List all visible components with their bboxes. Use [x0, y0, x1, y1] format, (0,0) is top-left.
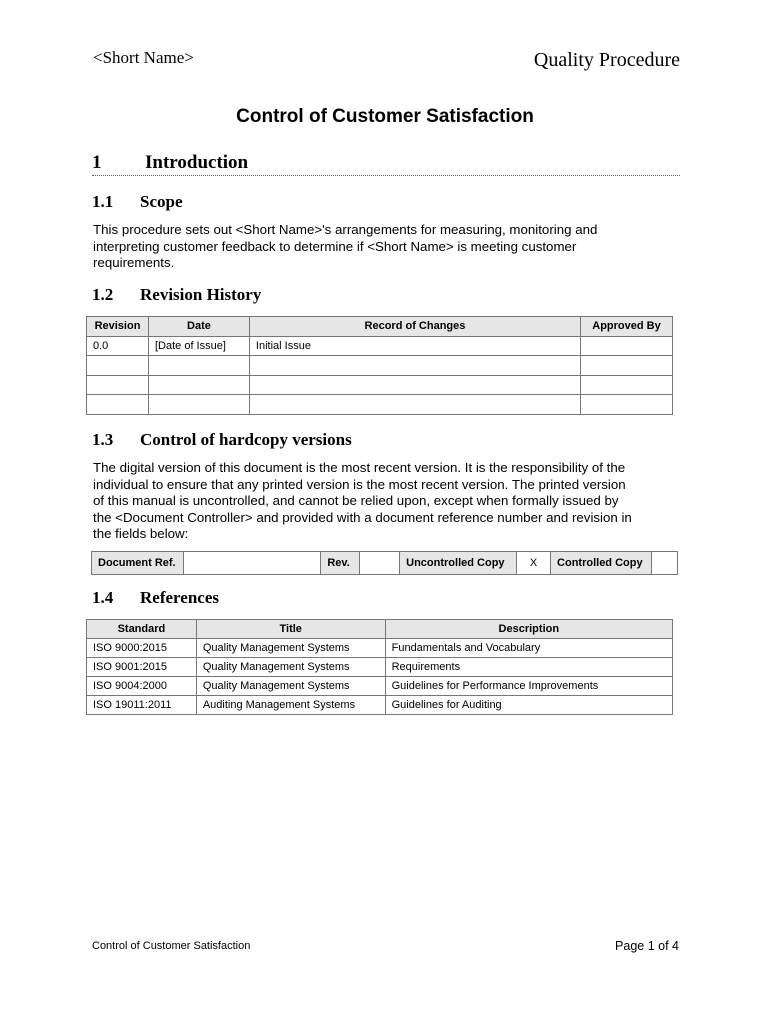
cell: Initial Issue: [249, 336, 580, 356]
col-header-record-of-changes: Record of Changes: [249, 317, 580, 337]
controlled-copy-mark[interactable]: [652, 552, 678, 575]
cell: Quality Management Systems: [196, 677, 385, 696]
cell: [148, 395, 249, 415]
col-header-revision: Revision: [87, 317, 149, 337]
cell: [Date of Issue]: [148, 336, 249, 356]
hardcopy-line: The digital version of this document is the most recent version. It is the responsibility of the: [93, 460, 626, 475]
revision-history-table: [86, 316, 673, 415]
document-title: Control of Customer Satisfaction: [236, 106, 534, 127]
cell: Requirements: [385, 658, 672, 677]
section-introduction-heading: [92, 152, 680, 176]
scope-line: requirements.: [93, 255, 175, 271]
cell: ISO 19011:2011: [87, 696, 197, 715]
table-row: [87, 658, 673, 677]
hardcopy-heading: [92, 430, 492, 450]
cell: [249, 375, 580, 395]
table-row: [87, 336, 673, 356]
scope-line: interpreting customer feedback to determine if <Short Name> is meeting customer: [93, 238, 577, 254]
col-header-title: Title: [196, 620, 385, 639]
cell: Guidelines for Auditing: [385, 696, 672, 715]
scope-heading: [92, 192, 392, 212]
hardcopy-line: the <Document Controller> and provided with a document reference number and revision in: [93, 509, 632, 525]
hardcopy-title: Control of hardcopy versions: [140, 430, 352, 449]
cell: 0.0: [87, 336, 149, 356]
header-short-name: <Short Name>: [93, 48, 194, 67]
hardcopy-paragraph: [93, 460, 713, 543]
hardcopy-number: 1.3: [92, 430, 114, 449]
cell: [87, 356, 149, 376]
cell: Auditing Management Systems: [196, 696, 385, 715]
cell: [581, 336, 673, 356]
cell: ISO 9000:2015: [87, 639, 197, 658]
section-number: 1: [92, 152, 102, 173]
scope-line: This procedure sets out <Short Name>'s arrangements for measuring, monitoring and: [93, 222, 598, 237]
revision-history-title: Revision History: [140, 285, 262, 304]
table-row: [87, 375, 673, 395]
col-header-standard: Standard: [87, 620, 197, 639]
scope-title: Scope: [140, 192, 183, 211]
section-title: Introduction: [145, 152, 249, 173]
table-row: [87, 395, 673, 415]
uncontrolled-copy-label: Uncontrolled Copy: [400, 552, 517, 575]
references-table: [86, 619, 673, 715]
references-number: 1.4: [92, 588, 114, 607]
document-ref-label: Document Ref.: [92, 552, 184, 575]
cell: ISO 9001:2015: [87, 658, 197, 677]
col-header-description: Description: [385, 620, 672, 639]
cell: [581, 395, 673, 415]
col-header-approved-by: Approved By: [581, 317, 673, 337]
footer-document-title: Control of Customer Satisfaction: [92, 940, 251, 952]
table-header-row: [87, 317, 673, 337]
hardcopy-line: the fields below:: [93, 526, 189, 542]
header-doc-type: Quality Procedure: [533, 49, 680, 71]
controlled-copy-label: Controlled Copy: [551, 552, 652, 575]
cell: [148, 375, 249, 395]
table-row: [87, 639, 673, 658]
cell: [581, 375, 673, 395]
revision-history-number: 1.2: [92, 285, 114, 304]
cell: [87, 375, 149, 395]
hardcopy-line: individual to ensure that any printed version is the most recent version. The printed version: [93, 476, 626, 492]
table-row: [87, 677, 673, 696]
cell: [87, 395, 149, 415]
col-header-date: Date: [148, 317, 249, 337]
document-control-table: [91, 551, 678, 575]
cell: [249, 395, 580, 415]
cell: ISO 9004:2000: [87, 677, 197, 696]
cell: Fundamentals and Vocabulary: [385, 639, 672, 658]
cell: Guidelines for Performance Improvements: [385, 677, 672, 696]
rev-label: Rev.: [321, 552, 360, 575]
table-row: [92, 552, 678, 575]
scope-paragraph: [93, 222, 693, 272]
footer-page-number: Page 1 of 4: [615, 939, 679, 953]
document-ref-field[interactable]: [183, 552, 320, 575]
cell: Quality Management Systems: [196, 639, 385, 658]
cell: Quality Management Systems: [196, 658, 385, 677]
cell: [148, 356, 249, 376]
scope-number: 1.1: [92, 192, 114, 211]
cell: [249, 356, 580, 376]
rev-field[interactable]: [360, 552, 400, 575]
references-title: References: [140, 588, 219, 607]
table-header-row: [87, 620, 673, 639]
revision-history-heading: [92, 285, 392, 305]
references-heading: [92, 588, 392, 608]
table-row: [87, 696, 673, 715]
cell: [581, 356, 673, 376]
hardcopy-line: of this manual is uncontrolled, and cannot be relied upon, except when formally issued by: [93, 493, 619, 509]
table-row: [87, 356, 673, 376]
uncontrolled-copy-mark[interactable]: X: [517, 552, 551, 575]
